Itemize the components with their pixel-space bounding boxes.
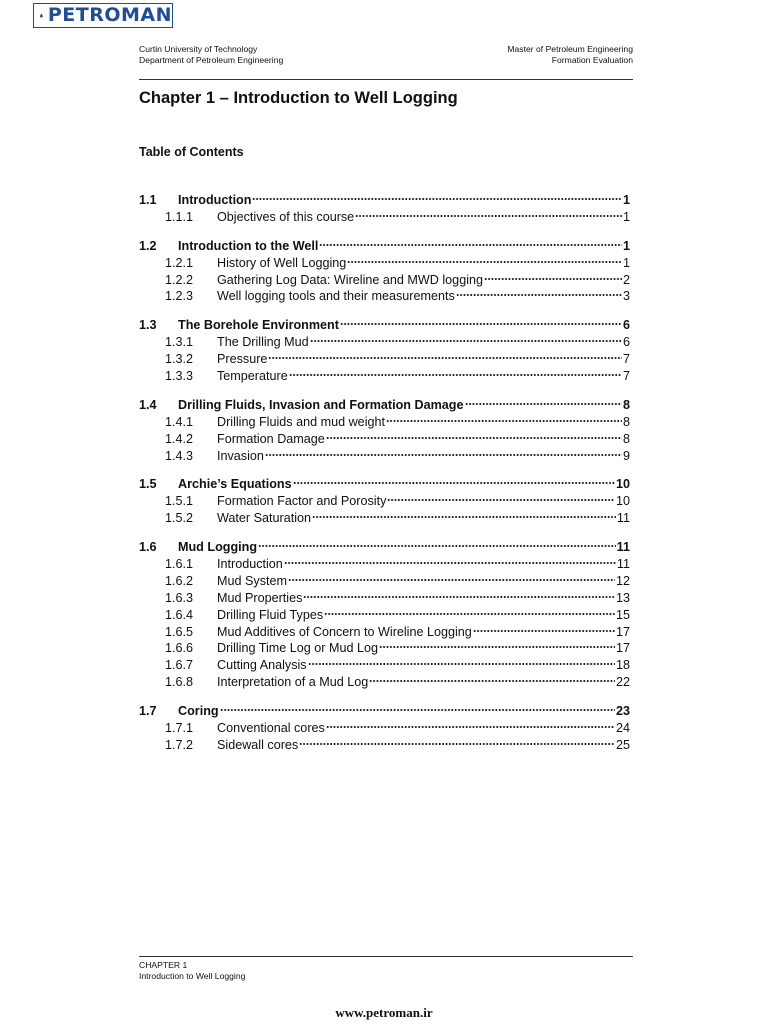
table-of-contents	[139, 192, 630, 766]
dot-leader	[252, 197, 622, 201]
toc-entry-number: 1.6.5	[165, 624, 194, 639]
toc-subsection-entry[interactable]	[139, 573, 630, 590]
toc-entry-page: 1	[622, 238, 630, 253]
toc-entry-title: History of Well Logging	[217, 255, 347, 270]
toc-entry-number: 1.4.1	[165, 414, 194, 429]
header-divider	[139, 79, 633, 80]
toc-entry-page: 18	[615, 658, 630, 673]
footer-divider	[139, 956, 633, 957]
toc-entry-page: 23	[615, 704, 630, 719]
toc-section	[139, 703, 630, 754]
dot-leader	[340, 322, 622, 326]
toc-entry-title: Mud System	[217, 573, 287, 588]
toc-entry-title: The Borehole Environment	[178, 318, 339, 333]
toc-entry-number: 1.6	[139, 540, 157, 555]
toc-entry-page: 7	[622, 352, 630, 367]
toc-entry-page: 11	[616, 557, 630, 572]
dot-leader	[319, 243, 622, 247]
toc-entry-title: Water Saturation	[217, 511, 312, 526]
toc-subsection-entry[interactable]	[139, 368, 630, 385]
dot-leader	[220, 708, 615, 712]
toc-subsection-entry[interactable]	[139, 607, 630, 624]
toc-entry-number: 1.3.3	[165, 369, 194, 384]
toc-entry-number: 1.6.8	[165, 675, 194, 690]
toc-entry-number: 1.2.3	[165, 289, 194, 304]
dot-leader	[326, 436, 622, 440]
dot-leader	[293, 481, 615, 485]
dot-leader	[284, 561, 616, 565]
toc-entry-number: 1.6.7	[165, 658, 194, 673]
dot-leader	[456, 293, 622, 297]
toc-entry-title: Pressure	[217, 352, 268, 367]
toc-subsection-entry[interactable]	[139, 414, 630, 431]
toc-entry-number: 1.1	[139, 193, 157, 207]
toc-section-entry[interactable]	[139, 317, 630, 334]
toc-subsection-entry[interactable]	[139, 334, 630, 351]
toc-entry-title: Archie’s Equations	[178, 477, 292, 492]
dot-leader	[258, 544, 616, 548]
dot-leader	[324, 612, 615, 616]
toc-entry-number: 1.6.4	[165, 607, 194, 622]
toc-entry-title: Mud Properties	[217, 590, 303, 605]
toc-entry-number: 1.4	[139, 397, 157, 412]
toc-entry-title: Sidewall cores	[217, 737, 299, 752]
toc-entry-page: 6	[622, 318, 630, 333]
toc-entry-title: Introduction to the Well	[178, 238, 319, 253]
toc-entry-title: Mud Additives of Concern to Wireline Logging	[217, 624, 472, 639]
toc-section-entry[interactable]	[139, 192, 630, 209]
toc-section	[139, 397, 630, 465]
toc-entry-title: Introduction	[178, 193, 252, 207]
toc-entry-title: Cutting Analysis	[217, 658, 307, 673]
toc-subsection-entry[interactable]	[139, 510, 630, 527]
toc-section	[139, 476, 630, 527]
toc-entry-title: Drilling Fluids and mud weight	[217, 414, 385, 429]
page-footer	[139, 960, 245, 982]
toc-section-entry[interactable]	[139, 476, 630, 493]
toc-entry-number: 1.7.2	[165, 737, 194, 752]
footer-chapter: CHAPTER 1	[139, 960, 188, 970]
oil-drop-icon	[40, 8, 43, 23]
toc-entry-number: 1.4.3	[165, 448, 194, 463]
toc-section-entry[interactable]	[139, 539, 630, 556]
dot-leader	[387, 498, 615, 502]
toc-subsection-entry[interactable]	[139, 448, 630, 465]
footer-chapter-title: Introduction to Well Logging	[139, 971, 246, 981]
toc-section-entry[interactable]	[139, 703, 630, 720]
toc-entry-number: 1.5.1	[165, 494, 194, 509]
toc-entry-page: 13	[615, 590, 630, 605]
toc-section-entry[interactable]	[139, 238, 630, 255]
toc-entry-title: The Drilling Mud	[217, 335, 309, 350]
toc-entry-title: Drilling Fluids, Invasion and Formation Damage	[178, 397, 464, 412]
dot-leader	[355, 214, 622, 218]
toc-subsection-entry[interactable]	[139, 674, 630, 691]
toc-entry-title: Invasion	[217, 448, 264, 463]
toc-section-entry[interactable]	[139, 397, 630, 414]
toc-entry-page: 10	[615, 494, 630, 509]
dot-leader	[484, 277, 622, 281]
toc-subsection-entry[interactable]	[139, 288, 630, 305]
toc-entry-page: 1	[622, 193, 630, 207]
dot-leader	[308, 662, 615, 666]
toc-entry-number: 1.6.6	[165, 641, 194, 656]
toc-heading: Table of Contents	[139, 145, 244, 159]
toc-entry-title: Drilling Time Log or Mud Log	[217, 641, 378, 656]
chapter-title: Chapter 1 – Introduction to Well Logging	[139, 89, 458, 107]
toc-entry-number: 1.6.1	[165, 557, 194, 572]
toc-entry-page: 17	[615, 641, 630, 656]
toc-entry-page: 24	[615, 721, 630, 736]
toc-entry-number: 1.6.2	[165, 573, 194, 588]
dot-leader	[326, 725, 615, 729]
toc-section	[139, 317, 630, 385]
dot-leader	[465, 402, 622, 406]
toc-entry-page: 2	[622, 272, 630, 287]
dot-leader	[288, 578, 615, 582]
department-name: Department of Petroleum Engineering	[139, 55, 284, 65]
toc-entry-title: Coring	[178, 704, 219, 719]
toc-entry-number: 1.2	[139, 238, 157, 253]
dot-leader	[473, 629, 615, 633]
toc-entry-page: 3	[622, 289, 630, 304]
toc-entry-title: Mud Logging	[178, 540, 258, 555]
header-right	[507, 44, 633, 66]
toc-subsection-entry[interactable]	[139, 209, 630, 226]
toc-entry-number: 1.7.1	[165, 721, 194, 736]
toc-subsection-entry[interactable]	[139, 590, 630, 607]
toc-entry-page: 6	[622, 335, 630, 350]
dot-leader	[379, 645, 615, 649]
course-name: Formation Evaluation	[551, 55, 633, 65]
toc-entry-title: Interpretation of a Mud Log	[217, 675, 369, 690]
dot-leader	[303, 595, 615, 599]
toc-entry-number: 1.3.2	[165, 352, 194, 367]
dot-leader	[310, 339, 622, 343]
toc-entry-page: 11	[616, 540, 630, 555]
toc-section	[139, 192, 630, 226]
toc-entry-number: 1.1.1	[165, 209, 194, 224]
toc-subsection-entry[interactable]	[139, 657, 630, 674]
toc-entry-page: 8	[622, 414, 630, 429]
toc-entry-page: 9	[622, 448, 630, 463]
toc-entry-page: 1	[622, 255, 630, 270]
toc-entry-page: 10	[615, 477, 630, 492]
toc-entry-number: 1.3	[139, 318, 157, 333]
toc-subsection-entry[interactable]	[139, 351, 630, 368]
toc-entry-title: Temperature	[217, 369, 288, 384]
dot-leader	[268, 356, 622, 360]
toc-subsection-entry[interactable]	[139, 624, 630, 641]
toc-subsection-entry[interactable]	[139, 493, 630, 510]
toc-entry-page: 8	[622, 431, 630, 446]
toc-subsection-entry[interactable]	[139, 431, 630, 448]
toc-subsection-entry[interactable]	[139, 556, 630, 573]
header-left	[139, 44, 283, 66]
program-name: Master of Petroleum Engineering	[507, 44, 633, 54]
toc-entry-page: 15	[615, 607, 630, 622]
dot-leader	[347, 260, 622, 264]
dot-leader	[369, 679, 615, 683]
toc-entry-number: 1.4.2	[165, 431, 194, 446]
toc-entry-number: 1.6.3	[165, 590, 194, 605]
logo-text: PETROMAN	[47, 4, 172, 26]
website-url[interactable]: www.petroman.ir	[335, 1005, 433, 1020]
dot-leader	[299, 742, 615, 746]
dot-leader	[265, 453, 622, 457]
toc-entry-number: 1.2.1	[165, 255, 194, 270]
toc-subsection-entry[interactable]	[139, 640, 630, 657]
dot-leader	[312, 515, 616, 519]
toc-subsection-entry[interactable]	[139, 720, 630, 737]
toc-section	[139, 539, 630, 691]
toc-entry-page: 8	[622, 397, 630, 412]
toc-entry-page: 25	[615, 737, 630, 752]
toc-entry-title: Formation Damage	[217, 431, 325, 446]
toc-entry-title: Gathering Log Data: Wireline and MWD logging	[217, 272, 483, 287]
toc-entry-number: 1.2.2	[165, 272, 194, 287]
toc-subsection-entry[interactable]	[139, 737, 630, 754]
toc-entry-title: Introduction	[217, 557, 283, 572]
toc-entry-page: 7	[622, 369, 630, 384]
toc-entry-number: 1.7	[139, 704, 157, 719]
toc-entry-title: Drilling Fluid Types	[217, 607, 324, 622]
toc-entry-title: Formation Factor and Porosity	[217, 494, 387, 509]
petroman-logo	[33, 3, 173, 28]
toc-subsection-entry[interactable]	[139, 272, 630, 289]
dot-leader	[289, 373, 622, 377]
toc-subsection-entry[interactable]	[139, 255, 630, 272]
toc-entry-title: Conventional cores	[217, 721, 325, 736]
toc-entry-page: 22	[615, 675, 630, 690]
toc-entry-number: 1.5	[139, 477, 157, 492]
toc-entry-page: 17	[615, 624, 630, 639]
toc-entry-number: 1.3.1	[165, 335, 194, 350]
toc-entry-title: Objectives of this course	[217, 209, 355, 224]
toc-entry-page: 1	[622, 209, 630, 224]
toc-entry-page: 12	[615, 573, 630, 588]
toc-entry-title: Well logging tools and their measurements	[217, 289, 455, 304]
dot-leader	[386, 419, 622, 423]
toc-entry-page: 11	[616, 511, 630, 526]
toc-entry-number: 1.5.2	[165, 511, 194, 526]
toc-section	[139, 238, 630, 306]
university-name: Curtin University of Technology	[139, 44, 258, 54]
